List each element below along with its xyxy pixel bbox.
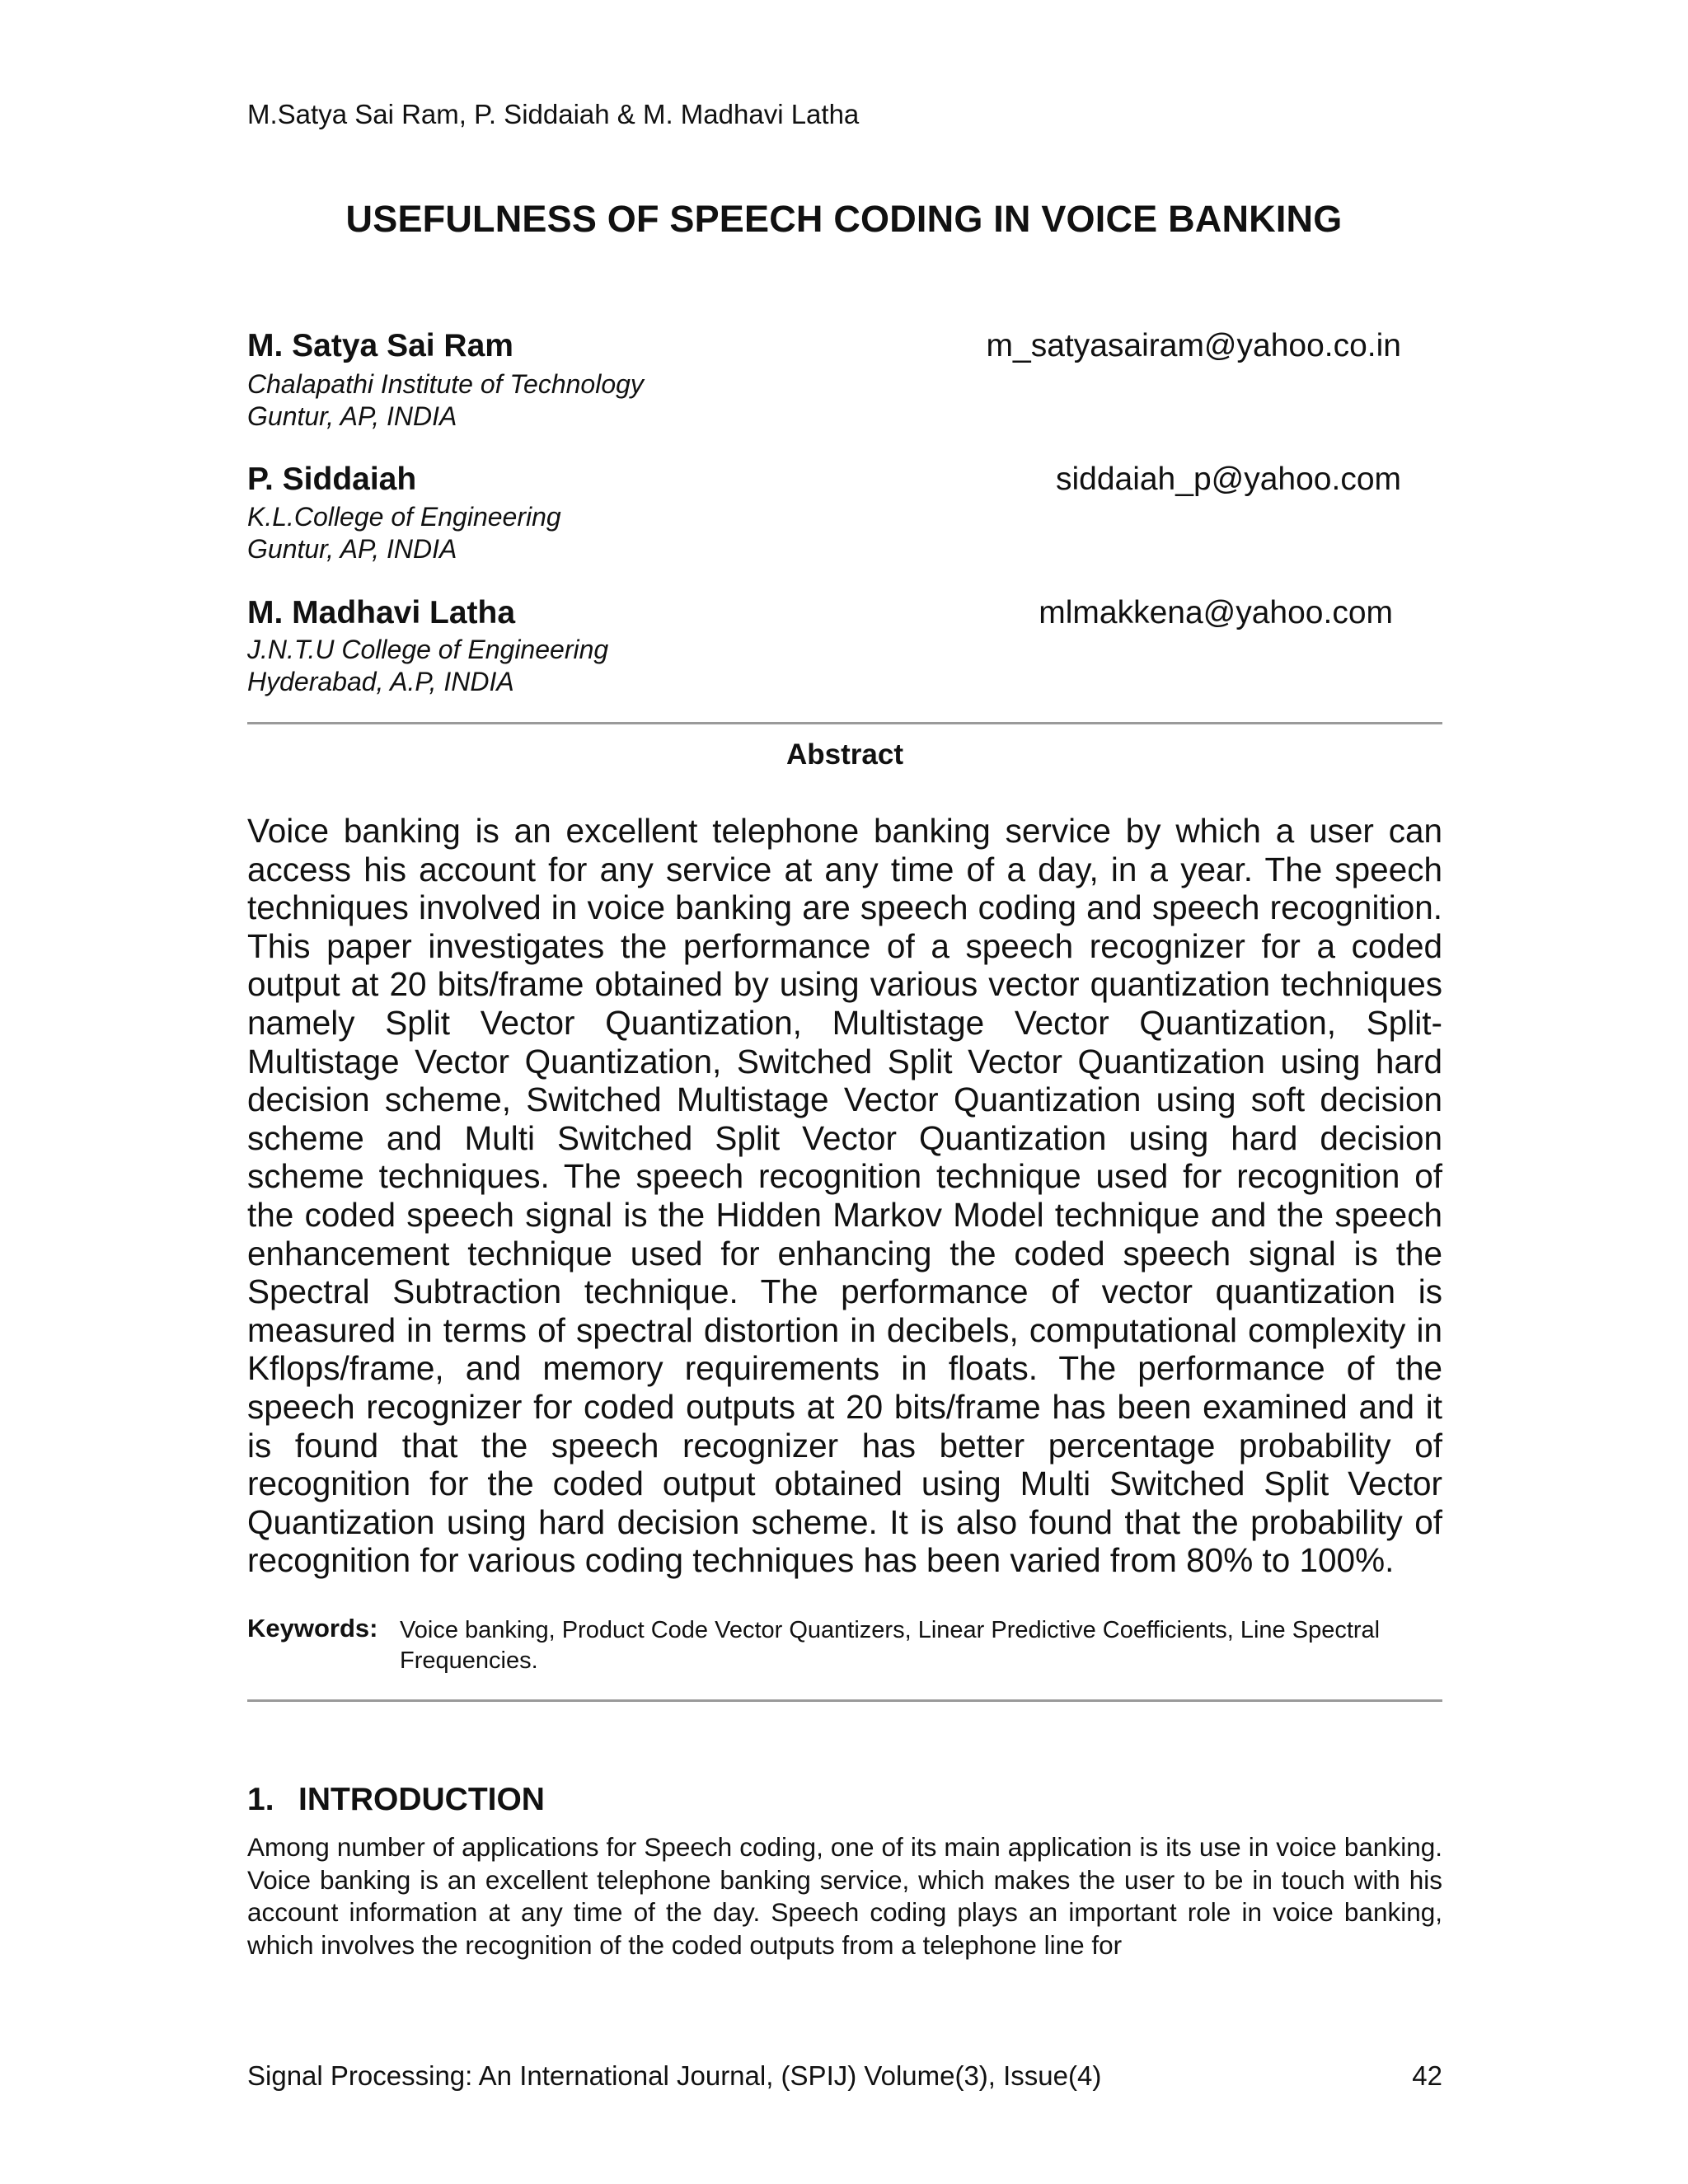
author-email[interactable]: m_satyasairam@yahoo.co.in	[986, 328, 1401, 363]
paper-title: USEFULNESS OF SPEECH CODING IN VOICE BANKING	[345, 198, 1343, 240]
abstract-body: Voice banking is an excellent telephone banking service by which a user can access his account for any service at any time of a day, in a year. The speech techniques involved in voice banking are speech coding and speech recognition. This paper investigates the performance of a speech recognizer for a coded output at 20 bits/frame obtained by using various vector quantization techniques namely Split Vector Quantization, Multistage Vector Quantization, Split-Multistage Vector Quantization, Switched Split Vector Quantization using hard decision scheme, Switched Multistage Vector Quantization using soft decision scheme and Multi Switched Split Vector Quantization using hard decision scheme techniques. The speech recognition technique used for recognition of the coded speech signal is the Hidden Markov Model technique and the speech enhancement technique used for enhancing the coded speech signal is the Spectral Subtraction technique. The performance of vector quantization is measured in terms of spectral distortion in decibels, computational complexity in Kflops/frame, and memory requirements in floats. The performance of the speech recognizer for coded outputs at 20 bits/frame has been examined and it is found that the speech recognizer has better percentage probability of recognition for the coded output obtained using Multi Switched Split Vector Quantization using hard decision scheme. It is also found that the probability of recognition for various coding techniques has been varied from 80% to 100%.	[247, 812, 1442, 1580]
running-head-authors: M.Satya Sai Ram, P. Siddaiah & M. Madhavi Latha	[247, 99, 860, 129]
author-location: Guntur, AP, INDIA	[247, 401, 457, 431]
author-email[interactable]: mlmakkena@yahoo.com	[1039, 595, 1393, 630]
author-affiliation: J.N.T.U College of Engineering	[247, 635, 609, 664]
introduction-body: Among number of applications for Speech coding, one of its main application is its use in voice banking. Voice banking is an excellent telephone banking service, which makes the user to be in touch with his account information at any time of the day. Speech coding plays an important role in voice banking, which involves the recognition of the coded outputs from a telephone line for	[247, 1832, 1442, 1960]
author-name: M. Satya Sai Ram	[247, 328, 513, 363]
author-affiliation: K.L.College of Engineering	[247, 502, 561, 532]
author-name: P. Siddaiah	[247, 462, 417, 497]
author-email[interactable]: siddaiah_p@yahoo.com	[1055, 462, 1401, 497]
abstract-top-divider	[247, 722, 1442, 724]
abstract-bottom-divider	[247, 1699, 1442, 1702]
page-number: 42	[1412, 2060, 1442, 2091]
keywords-label: Keywords:	[247, 1614, 378, 1643]
author-location: Hyderabad, A.P, INDIA	[247, 667, 514, 696]
section-number: 1.	[247, 1782, 274, 1817]
section-title: INTRODUCTION	[298, 1782, 545, 1817]
section-heading-introduction	[247, 1782, 545, 1818]
author-name: M. Madhavi Latha	[247, 595, 516, 630]
footer-journal: Signal Processing: An International Journal, (SPIJ) Volume(3), Issue(4)	[247, 2060, 1102, 2091]
keywords-text: Voice banking, Product Code Vector Quantizers, Linear Predictive Coefficients, Line Spectral Frequencies.	[400, 1617, 1381, 1674]
abstract-heading: Abstract	[786, 738, 903, 771]
author-affiliation: Chalapathi Institute of Technology	[247, 369, 644, 399]
author-location: Guntur, AP, INDIA	[247, 534, 457, 564]
